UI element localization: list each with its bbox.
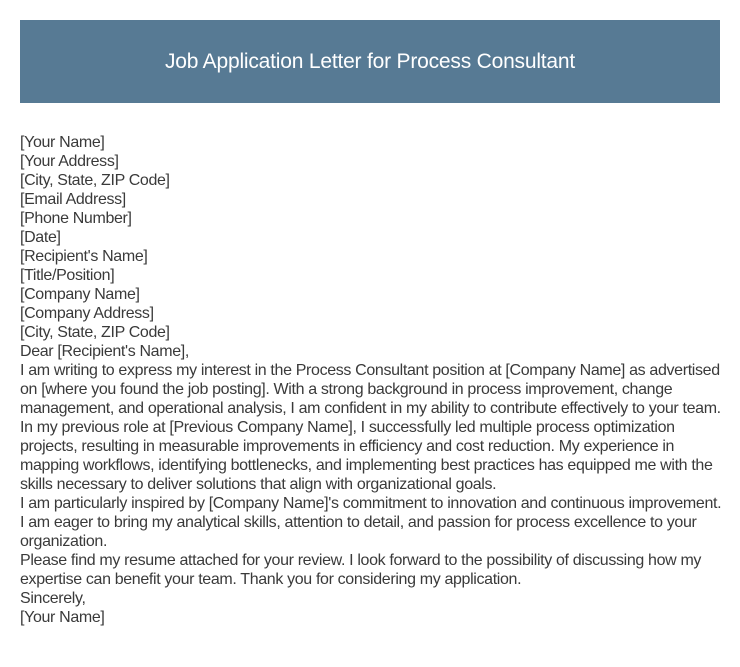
sender-phone: [Phone Number] xyxy=(20,210,132,227)
recipient-city-state-zip: [City, State, ZIP Code] xyxy=(20,324,170,341)
recipient-company: [Company Name] xyxy=(20,286,140,303)
paragraph-motivation: I am particularly inspired by [Company Name]'s commitment to innovation and continuous improvement. I am eager to bring my analytical skills, attention to detail, and passion for process excellence to your organization. xyxy=(20,495,722,550)
letter-body xyxy=(20,133,724,627)
recipient-address: [Company Address] xyxy=(20,305,154,322)
recipient-name: [Recipient's Name] xyxy=(20,248,148,265)
paragraph-closing: Please find my resume attached for your review. I look forward to the possibility of discussing how my expertise can benefit your team. Thank you for considering my application. xyxy=(20,552,702,588)
letter-date: [Date] xyxy=(20,229,61,246)
sender-address: [Your Address] xyxy=(20,153,119,170)
sender-email: [Email Address] xyxy=(20,191,126,208)
recipient-title: [Title/Position] xyxy=(20,267,115,284)
page-title-banner xyxy=(20,20,720,103)
sender-city-state-zip: [City, State, ZIP Code] xyxy=(20,172,170,189)
signature: [Your Name] xyxy=(20,609,105,626)
paragraph-experience: In my previous role at [Previous Company Name], I successfully led multiple process optimization projects, resulting in measurable improvements in efficiency and cost reduction. My experience in mapping workflows, identifying bottlenecks, and implementing best practices has equipped me with the skills necessary to deliver solutions that align with organizational goals. xyxy=(20,419,713,493)
sender-name: [Your Name] xyxy=(20,134,105,151)
salutation: Dear [Recipient's Name], xyxy=(20,343,189,360)
page-title: Job Application Letter for Process Consultant xyxy=(164,49,576,73)
closing: Sincerely, xyxy=(20,590,86,607)
paragraph-intro: I am writing to express my interest in the Process Consultant position at [Company Name] as advertised on [where you found the job posting]. With a strong background in process improvement, change management, and operational analysis, I am confident in my ability to contribute effectively to your team. xyxy=(20,362,721,417)
